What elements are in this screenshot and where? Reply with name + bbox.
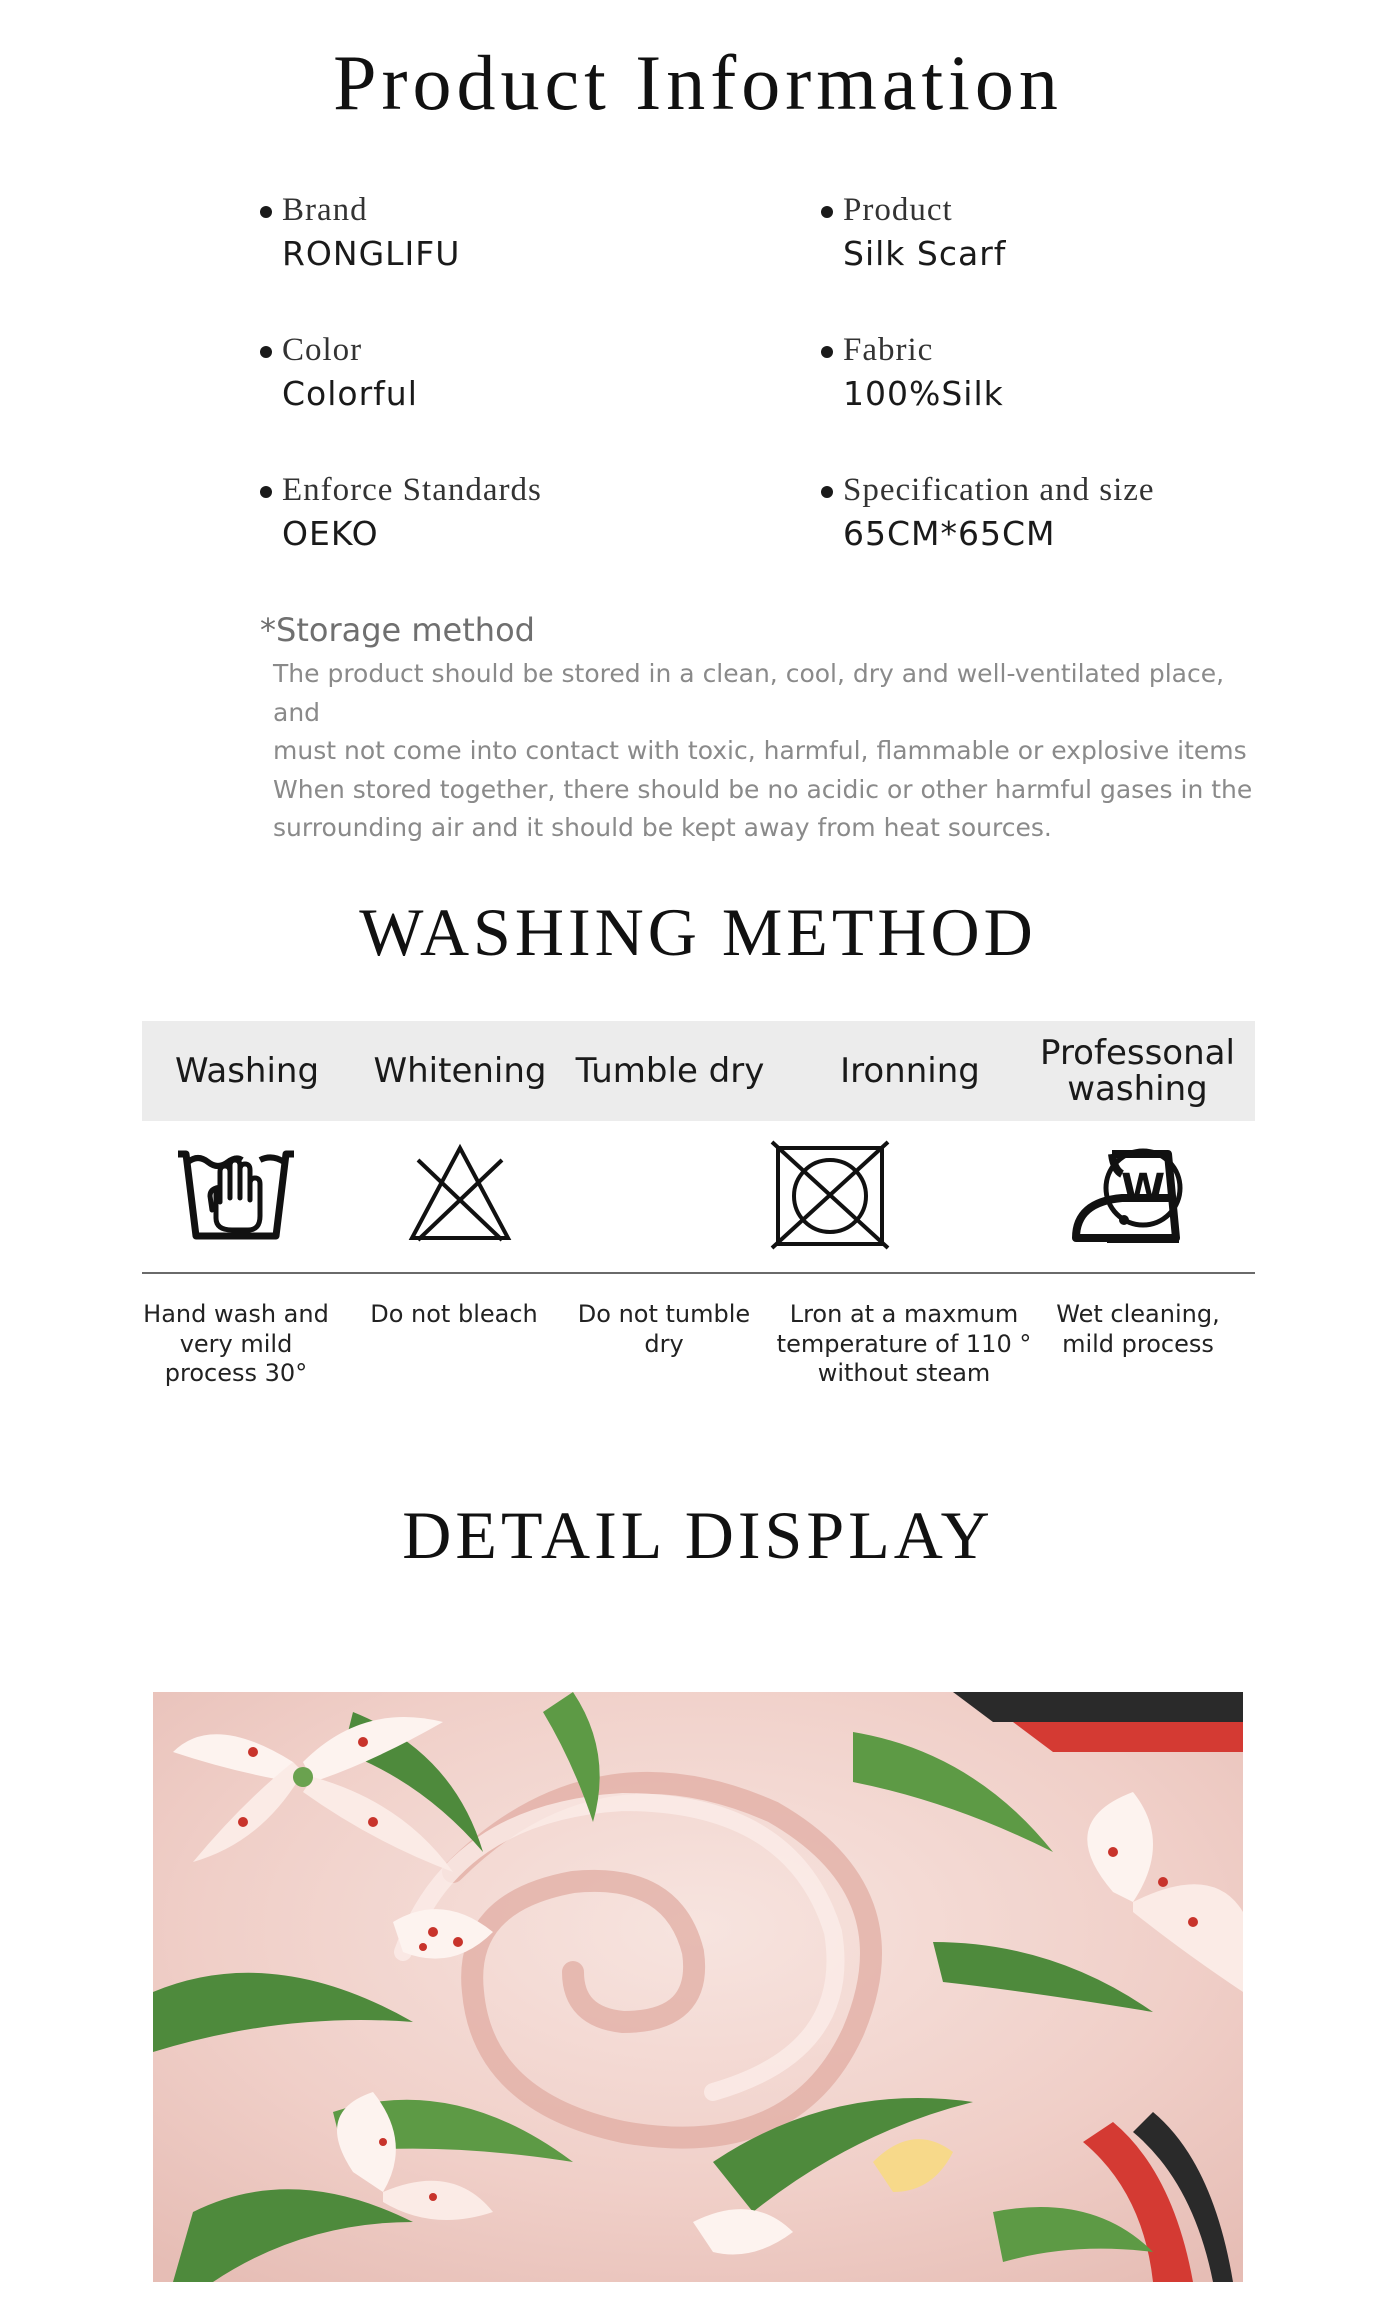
desc-line: Do not bleach xyxy=(370,1300,538,1328)
spec-label-text: Specification and size xyxy=(843,472,1155,508)
washing-desc xyxy=(126,1300,346,1389)
spec-label-text: Product xyxy=(843,192,953,228)
spec-label xyxy=(260,330,780,370)
header-washing: Washing xyxy=(174,1051,320,1091)
spec-size xyxy=(821,470,1341,556)
hand-wash-icon xyxy=(176,1140,296,1250)
spec-label-text: Fabric xyxy=(843,332,934,368)
spec-label xyxy=(821,470,1341,510)
desc-line: Hand wash and xyxy=(143,1300,329,1328)
desc-line: very mild xyxy=(179,1329,293,1358)
desc-line: process 30° xyxy=(164,1359,308,1387)
spec-product xyxy=(821,190,1341,276)
spec-label-text: Enforce Standards xyxy=(282,472,542,508)
bullet-icon xyxy=(260,206,272,218)
bullet-icon xyxy=(821,206,833,218)
storage-line: When stored together, there should be no acidic or other harmful gases in the xyxy=(273,774,1253,804)
storage-line: surrounding air and it should be kept away from heat sources. xyxy=(273,813,1052,842)
desc-line: Do not tumble xyxy=(577,1300,751,1328)
spec-brand xyxy=(260,190,780,276)
header-whitening: Whitening xyxy=(373,1051,547,1091)
spec-value: RONGLIFU xyxy=(282,234,461,273)
tumble-dry-desc xyxy=(554,1300,774,1359)
page-title: Product Information xyxy=(333,39,1063,126)
do-not-bleach-icon xyxy=(400,1140,520,1250)
desc-line: temperature of 110 ° xyxy=(776,1329,1032,1358)
spec-label xyxy=(821,190,1341,230)
desc-line: Lron at a maxmum xyxy=(789,1300,1019,1328)
do-not-tumble-dry-icon xyxy=(770,1140,890,1250)
spec-label-text: Brand xyxy=(282,192,368,228)
spec-value: Silk Scarf xyxy=(843,234,1007,273)
wet-cleaning-icon xyxy=(1083,1140,1203,1250)
bullet-icon xyxy=(821,346,833,358)
spec-value: 65CM*65CM xyxy=(843,514,1056,553)
header-tumble-dry: Tumble dry xyxy=(575,1051,765,1091)
spec-label xyxy=(260,470,780,510)
desc-line: without steam xyxy=(817,1359,991,1387)
scarf-detail-photo xyxy=(153,1692,1243,2282)
professional-washing-desc xyxy=(1028,1300,1248,1359)
storage-title: *Storage method xyxy=(260,611,535,649)
storage-line: must not come into contact with toxic, harmful, flammable or explosive items xyxy=(273,736,1247,765)
washing-header-bar xyxy=(142,1021,1255,1121)
bullet-icon xyxy=(260,346,272,358)
header-line: washing xyxy=(1067,1069,1208,1109)
header-line: Professonal xyxy=(1040,1033,1235,1073)
ironning-desc xyxy=(774,1300,1034,1389)
desc-line: Wet cleaning, xyxy=(1056,1300,1220,1328)
whitening-desc xyxy=(344,1300,564,1330)
svg-text:W: W xyxy=(1120,1166,1166,1212)
storage-text xyxy=(260,655,1260,848)
storage-method xyxy=(260,607,1260,848)
desc-line: mild process xyxy=(1062,1329,1214,1358)
spec-standards xyxy=(260,470,780,556)
bullet-icon xyxy=(821,486,833,498)
spec-color xyxy=(260,330,780,416)
spec-label xyxy=(821,330,1341,370)
bullet-icon xyxy=(260,486,272,498)
spec-value: OEKO xyxy=(282,514,379,553)
divider xyxy=(142,1272,1255,1274)
spec-value: Colorful xyxy=(282,374,418,413)
detail-title: DETAIL DISPLAY xyxy=(402,1497,994,1573)
header-professional-washing xyxy=(1020,1021,1255,1121)
header-ironning: Ironning xyxy=(840,1051,980,1091)
spec-label-text: Color xyxy=(282,332,363,368)
desc-line: dry xyxy=(644,1329,684,1358)
storage-line: The product should be stored in a clean, cool, dry and well-ventilated place, and xyxy=(273,659,1225,727)
spec-value: 100%Silk xyxy=(843,374,1004,413)
spec-label xyxy=(260,190,780,230)
washing-title: WASHING METHOD xyxy=(359,894,1037,970)
spec-fabric xyxy=(821,330,1341,416)
